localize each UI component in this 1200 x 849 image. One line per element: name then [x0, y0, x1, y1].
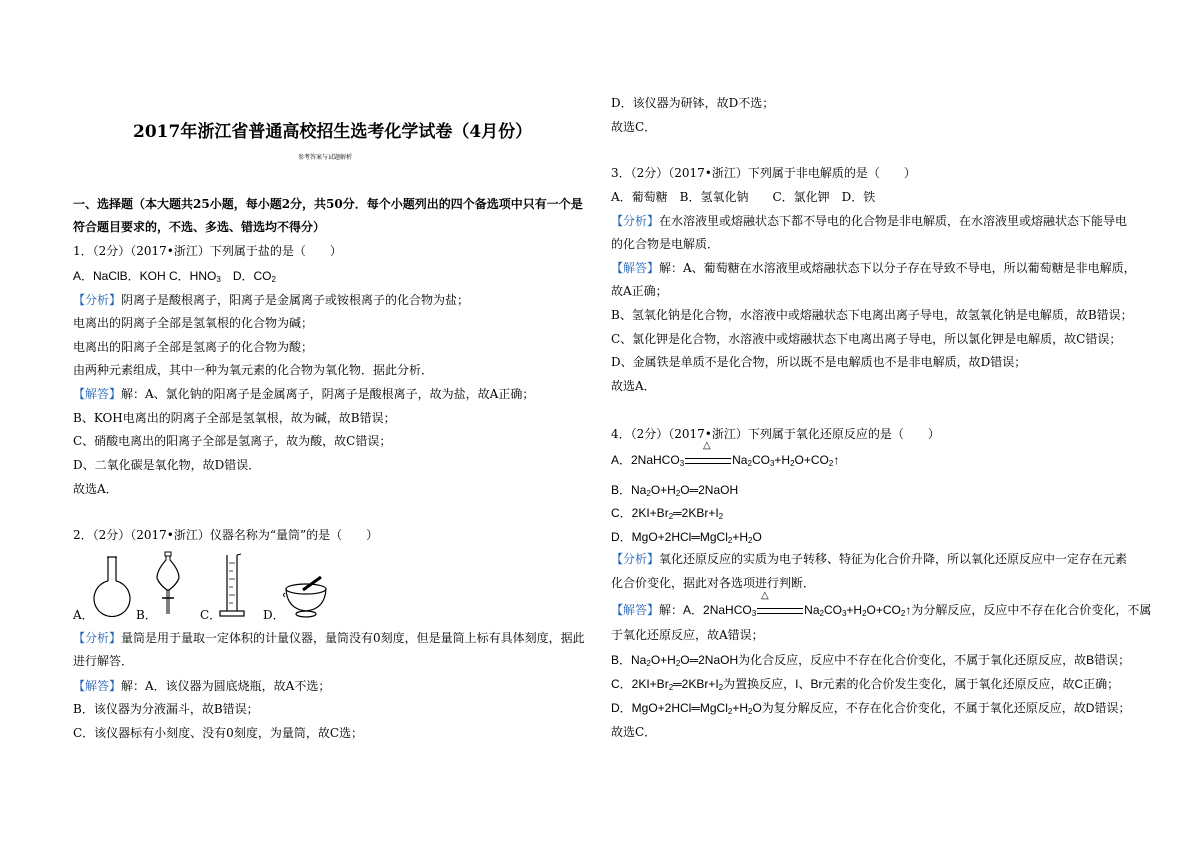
q4-answer-line-c: C．$2KI+Br_2═2KBr+I_2$为置换反应，I、Br元素的化合价发生变化，属于氧化还原反应，故C正确； [611, 677, 1120, 692]
q3-answer-line: 故A正确； [611, 284, 668, 298]
q3-options: A．葡萄糖 B．氢氧化钠 C．氯化钾 D．铁 [611, 190, 876, 204]
answer-tag: 【解答】 [611, 261, 660, 275]
q4-answer-line: 于氧化还原反应，故A错误； [611, 628, 764, 642]
q1-analysis-line: 电离出的阴离子全部是氢氧根的化合物为碱； [73, 316, 314, 330]
q1-analysis: 【分析】阴离子是酸根离子，阳离子是金属离子或铵根离子的化合物为盐； [73, 293, 470, 307]
q2-answer-line: B．该仪器为分液漏斗，故B错误； [73, 702, 259, 716]
q2-answer-line: C．该仪器标有小刻度、没有0刻度，为量筒，故C选； [73, 726, 364, 740]
q1-final-answer: 故选A． [73, 482, 118, 496]
heat-delta-symbol: △ [761, 590, 769, 601]
separatory-funnel-figure [153, 550, 183, 618]
q4-option-d: D．$MgO+2HCl═MgCl_2+H_2O$ [611, 530, 762, 545]
q4-answer: 【解答】解：A．2NaHCO$_3$ $Na_2CO_3+H_2O+CO_2↑$为分解反应，反应中不存在化合价变化，不属 [611, 603, 1152, 618]
q2-final-answer: 故选C． [611, 120, 657, 134]
option-d-label: D． [263, 608, 285, 622]
q2-analysis-line: 进行解答． [73, 654, 134, 668]
q4-option-c: C．$2KI+Br_2═2KBr+I_2$ [611, 506, 724, 521]
q4-answer-line-d: D．$MgO+2HCl═MgCl_2+H_2O$为复分解反应，不存在化合价变化，不属于氧化还原反应，故D错误； [611, 701, 1131, 716]
answer-tag: 【解答】 [73, 387, 122, 401]
q2-answer: 【解答】解：A．该仪器为圆底烧瓶，故A不选； [73, 679, 331, 693]
q3-answer-line: C、氯化钾是化合物，水溶液中或熔融状态下电离出离子导电，所以氯化钾是电解质，故C错误； [611, 332, 1122, 346]
q4-analysis-line: 化合价变化，据此对各选项进行判断． [611, 576, 816, 590]
q1-answer: 【解答】解：A、氯化钠的阳离子是金属离子，阴离子是酸根离子，故为盐，故A正确； [73, 387, 535, 401]
q1-options: A．NaClB．KOH C．$HNO_3$ D．$CO_2$ [73, 269, 276, 284]
q1-answer-line: C、硝酸电离出的阳离子全部是氢离子，故为酸，故C错误； [73, 434, 392, 448]
analysis-tag: 【分析】 [73, 293, 122, 307]
q4-option-a: A．2NaHCO$_3$ $Na_2CO_3+H_2O+CO_2↑$ [611, 453, 840, 468]
option-c-label: C． [200, 608, 222, 622]
q3-answer: 【解答】解：A、葡萄糖在水溶液里或熔融状态下以分子存在导致不导电，所以葡萄糖是非电解质， [611, 261, 1136, 275]
q2-stem: 2．（2分）（2017•浙江）仪器名称为“量筒”的是（ ） [73, 528, 379, 542]
q1-answer-line: B、KOH电离出的阴离子全部是氢氧根，故为碱，故B错误； [73, 411, 396, 425]
page-title: 2017年浙江省普通高校招生选考化学试卷（4月份） [133, 122, 533, 142]
answer-tag: 【解答】 [73, 679, 122, 693]
option-b-label: B． [136, 608, 157, 622]
analysis-tag: 【分析】 [611, 214, 660, 228]
q2-analysis: 【分析】量筒是用于量取一定体积的计量仪器，量筒没有0刻度，但是量筒上标有具体刻度，据此 [73, 631, 585, 645]
section-heading-line2: 符合题目要求的，不选、多选、错选均不得分） [73, 220, 326, 234]
q3-answer-line: D、金属铁是单质不是化合物，所以既不是电解质也不是非电解质，故D错误； [611, 355, 1027, 369]
round-bottom-flask-figure [91, 555, 133, 617]
q4-option-b: B．$Na_2O+H_2O═2NaOH$ [611, 483, 739, 498]
mortar-and-pestle-figure [281, 575, 331, 619]
section-heading-line1: 一、选择题（本大题共25小题，每小题2分，共50分．每个小题列出的四个备选项中只有一个是 [73, 197, 583, 211]
heat-delta-symbol: △ [703, 440, 711, 451]
q4-analysis: 【分析】氧化还原反应的实质为电子转移、特征为化合价升降，所以氧化还原反应中一定存在元素 [611, 552, 1128, 566]
q3-answer-line: B、氢氧化钠是化合物，水溶液中或熔融状态下电离出离子导电，故氢氧化钠是电解质，故B错误； [611, 308, 1133, 322]
q3-analysis: 【分析】在水溶液里或熔融状态下都不导电的化合物是非电解质，在水溶液里或熔融状态下能导电 [611, 214, 1128, 228]
q4-answer-line-b: B．$Na_2O+H_2O═2NaOH$为化合反应，反应中不存在化合价变化，不属于氧化还原反应，故B错误； [611, 653, 1131, 668]
q3-analysis-line: 的化合物是电解质． [611, 237, 720, 251]
q2-answer-line: D．该仪器为研钵，故D不选； [611, 96, 775, 110]
q1-stem: 1．（2分）（2017•浙江）下列属于盐的是（ ） [73, 244, 342, 258]
q1-analysis-line: 由两种元素组成，其中一种为氧元素的化合物为氧化物．据此分析． [73, 363, 434, 377]
option-a-label: A． [73, 608, 94, 622]
q1-analysis-line: 电离出的阳离子全部是氢离子的化合物为酸； [73, 340, 314, 354]
q4-stem: 4．（2分）（2017•浙江）下列属于氧化还原反应的是（ ） [611, 427, 940, 441]
page-subtitle: 参考答案与试题解析 [298, 154, 353, 161]
analysis-tag: 【分析】 [73, 631, 122, 645]
q3-final-answer: 故选A． [611, 379, 656, 393]
answer-tag: 【解答】 [611, 603, 660, 617]
q1-answer-line: D、二氧化碳是氧化物，故D错误． [73, 458, 261, 472]
q3-stem: 3．（2分）（2017•浙江）下列属于非电解质的是（ ） [611, 166, 916, 180]
analysis-tag: 【分析】 [611, 552, 660, 566]
q4-final-answer: 故选C． [611, 725, 657, 739]
graduated-cylinder-figure [217, 553, 247, 619]
